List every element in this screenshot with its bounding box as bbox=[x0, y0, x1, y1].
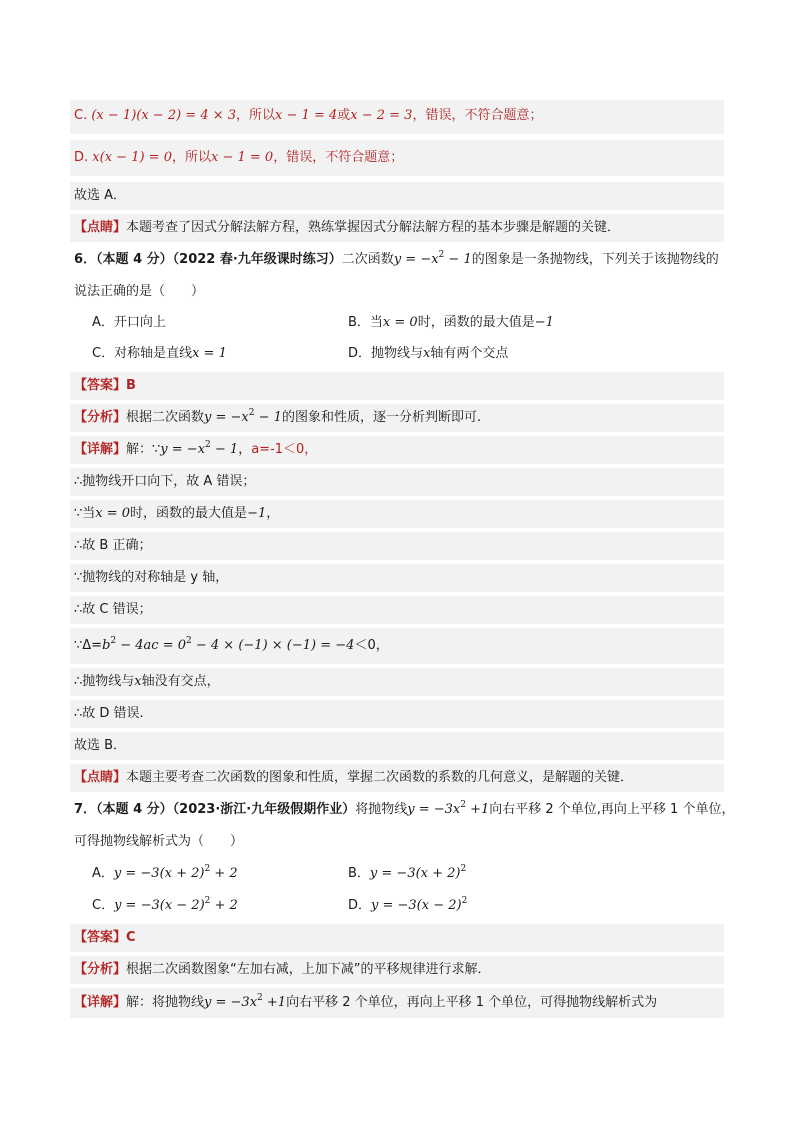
q6-answer: 【答案】B bbox=[70, 372, 724, 400]
q6-stem-line1: 6．（本题 4 分）（2022 春·九年级课时练习）二次函数$y = -x^2 - 1$的图象是一条抛物线，下列关于该抛物线的 bbox=[74, 250, 719, 267]
q6-stem-line2: 说法正确的是（ ） bbox=[74, 284, 205, 299]
q7-stem-line1: 7．（本题 4 分）（2023·浙江·九年级假期作业）将抛物线$y = -3x^2 +1$向右平移 2 个单位,再向上平移 1 个单位， bbox=[74, 800, 735, 817]
q6-detail: 【详解】解：∵y = $-x^2 - 1$，a=-1＜0， bbox=[70, 436, 724, 464]
q6-option-b: B．当x = 0时，函数的最大值是−1 bbox=[348, 315, 554, 330]
q6-step-3: ∴故 B 正确； bbox=[70, 532, 724, 560]
q7-option-d: D．$y = -3(x - 2)^2$ bbox=[348, 896, 468, 913]
q7-analysis: 【分析】根据二次函数图象“左加右减，上加下减”的平移规律进行求解． bbox=[70, 956, 724, 984]
q6-option-c: C．对称轴是直线x = 1 bbox=[92, 346, 227, 361]
q7-answer: 【答案】C bbox=[70, 924, 724, 952]
q7-option-b: B．$y = -3(x + 2)^2$ bbox=[348, 864, 467, 881]
q6-step-4: ∵抛物线的对称轴是 y 轴， bbox=[70, 564, 724, 592]
prev-choose: 故选 A． bbox=[70, 182, 724, 210]
q6-choose: 故选 B． bbox=[70, 732, 724, 760]
prev-option-c: C. (x − 1)(x − 2) = 4 × 3，所以x − 1 = 4或x − 2 = 3，错误，不符合题意； bbox=[70, 100, 724, 134]
q7-stem-line2: 可得抛物线解析式为（ ） bbox=[74, 834, 244, 849]
q6-step-2: ∵当x = 0时，函数的最大值是−1， bbox=[70, 500, 724, 528]
q6-step-5: ∴故 C 错误； bbox=[70, 596, 724, 624]
q6-step-8: ∴故 D 错误. bbox=[70, 700, 724, 728]
q6-step-6: $\because\Delta=b^2 - 4ac = 0^2 - 4 \times (-1) \times (-1) = -4<0$， bbox=[70, 628, 724, 664]
q7-detail: 【详解】解：将抛物线$y = -3x^2 +1$向右平移 2 个单位，再向上平移 1 个单位，可得抛物线解析式为 bbox=[70, 988, 724, 1018]
q6-comment: 【点睛】本题主要考查二次函数的图象和性质，掌握二次函数的系数的几何意义，是解题的关键． bbox=[70, 764, 724, 792]
q6-option-d: D．抛物线与x轴有两个交点 bbox=[348, 346, 509, 361]
q6-analysis: 【分析】根据二次函数$y = -x^2 - 1$的图象和性质，逐一分析判断即可. bbox=[70, 404, 724, 432]
q6-step-1: ∴抛物线开口向下，故 A 错误； bbox=[70, 468, 724, 496]
q6-option-a: A．开口向上 bbox=[92, 315, 166, 330]
prev-comment: 【点睛】本题考查了因式分解法解方程，熟练掌握因式分解法解方程的基本步骤是解题的关键． bbox=[70, 214, 724, 242]
q7-option-c: C．$y = -3(x - 2)^2 + 2$ bbox=[92, 896, 238, 913]
prev-option-d: D. x(x − 1) = 0，所以x − 1 = 0，错误，不符合题意； bbox=[70, 140, 724, 176]
q6-step-7: ∴抛物线与x轴没有交点， bbox=[70, 668, 724, 696]
q7-option-a: A．$y = -3(x + 2)^2 + 2$ bbox=[92, 864, 238, 881]
